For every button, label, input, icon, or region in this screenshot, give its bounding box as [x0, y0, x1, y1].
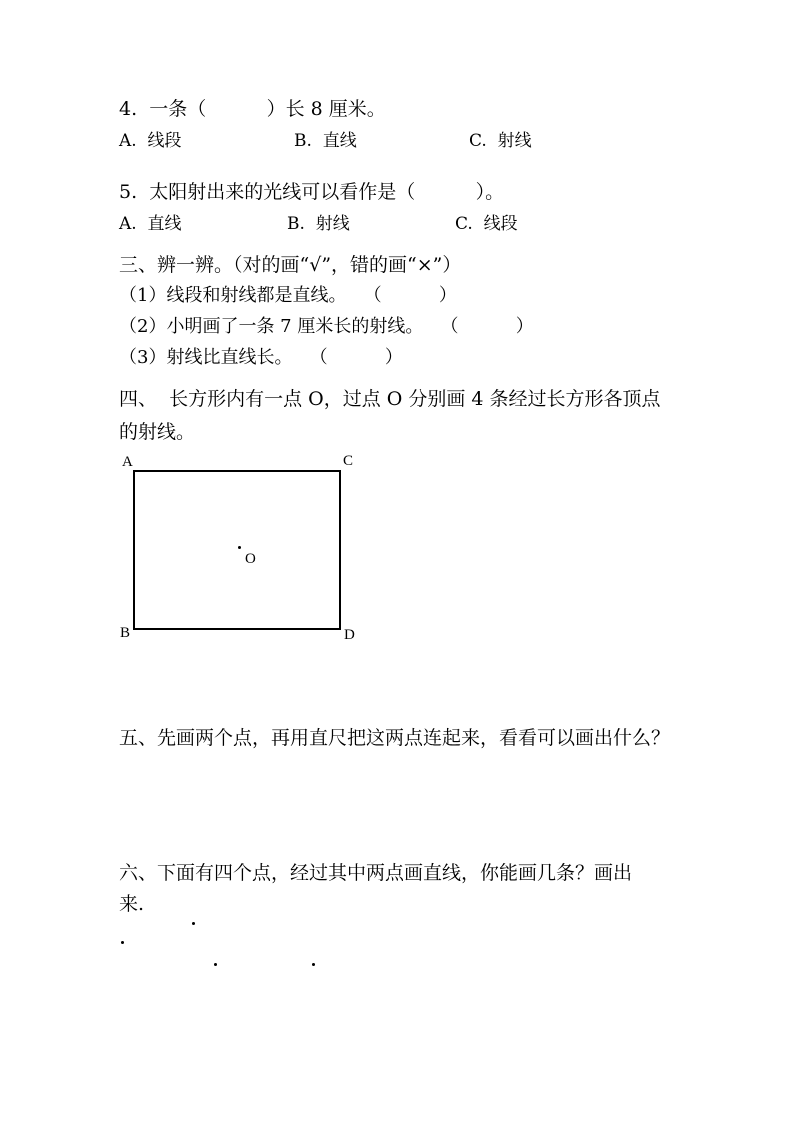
q4-option-c: C. 射线 [469, 131, 532, 151]
section5-title: 五、先画两个点，再用直尺把这两点连起来，看看可以画出什么？ [119, 727, 671, 749]
center-label-o: O [245, 551, 256, 567]
q4-option-a: A. 线段 [119, 131, 182, 151]
q4-stem: 4. 一条（ ）长 8 厘米。 [119, 98, 386, 120]
point-4 [312, 963, 315, 966]
q5-stem: 5. 太阳射出来的光线可以看作是（ ）。 [119, 181, 505, 203]
section6-line-2: 来. [119, 893, 145, 915]
q5-option-b: B. 射线 [287, 214, 350, 234]
q4-option-b: B. 直线 [294, 131, 357, 151]
section3-title: 三、辨一辨。（对的画“√”，错的画“×”） [119, 254, 462, 276]
q5-option-a: A. 直线 [119, 214, 182, 234]
section4-line-2: 的射线。 [119, 421, 196, 443]
q5-option-c: C. 线段 [455, 214, 518, 234]
section4-line-1: 四、 长方形内有一点 O，过点 O 分别画 4 条经过长方形各顶点 [119, 388, 661, 410]
section6-line-1: 六、下面有四个点，经过其中两点画直线，你能画几条？画出 [119, 862, 633, 884]
point-3 [214, 963, 217, 966]
corner-label-a: A [122, 454, 133, 470]
section3-item-3: （3）射线比直线长。 （ ） [119, 347, 403, 368]
corner-label-d: D [344, 627, 355, 643]
point-2 [121, 941, 124, 944]
section3-item-1: （1）线段和射线都是直线。 （ ） [119, 285, 457, 306]
point-1 [192, 922, 195, 925]
corner-label-b: B [120, 625, 131, 641]
center-point-o [238, 546, 241, 549]
corner-label-c: C [343, 453, 354, 469]
rectangle-figure [133, 470, 341, 630]
section3-item-2: （2）小明画了一条 7 厘米长的射线。 （ ） [119, 316, 534, 337]
